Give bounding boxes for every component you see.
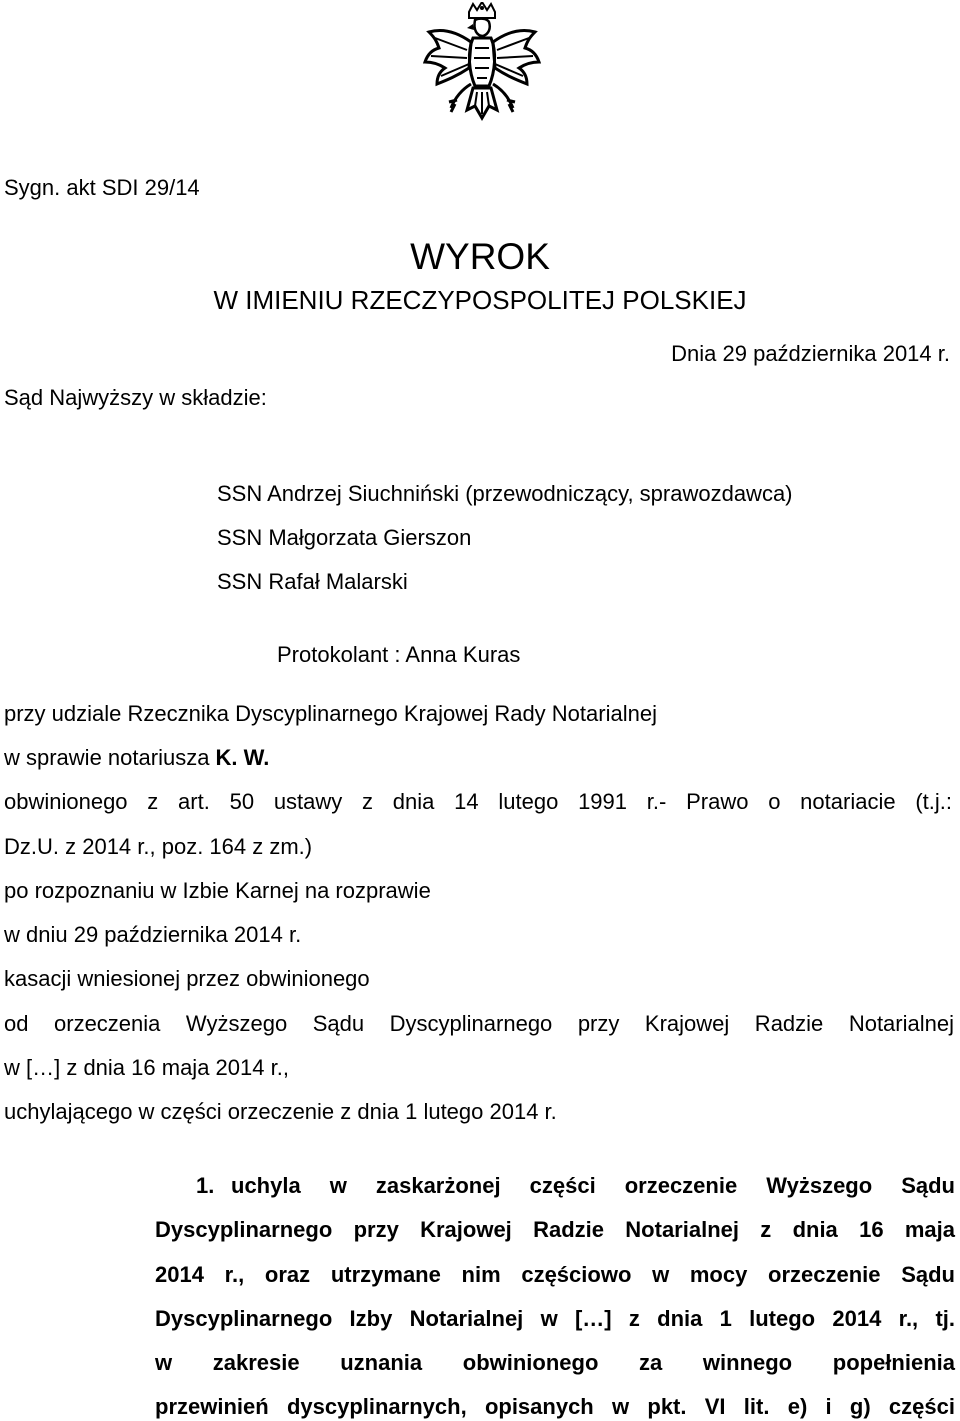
judge-presiding: SSN Andrzej Siuchniński (przewodniczący, sprawozdawca) — [217, 481, 793, 506]
ruling-number: 1. — [196, 1173, 215, 1198]
ruling-line-5: w zakresie uznania obwinionego za winnego popełnienia — [155, 1350, 955, 1375]
polish-eagle-emblem — [417, 2, 547, 130]
charged-line-2: Dz.U. z 2014 r., poz. 164 z zm.) — [4, 834, 313, 859]
hearing-line-2: w dniu 29 października 2014 r. — [4, 922, 302, 947]
ruling-line-4: Dyscyplinarnego Izby Notarialnej w […] z dnia 1 lutego 2014 r., tj. — [155, 1306, 955, 1331]
case-number: Sygn. akt SDI 29/14 — [4, 175, 200, 200]
matter-line — [4, 745, 269, 771]
appeal-line-2: od orzeczenia Wyższego Sądu Dyscyplinarnego przy Krajowej Radzie Notarialnej — [4, 1011, 954, 1036]
charged-line-1: obwinionego z art. 50 ustawy z dnia 14 lutego 1991 r.- Prawo o notariacie (t.j.: — [4, 789, 952, 814]
appeal-line-4: uchylającego w części orzeczenie z dnia 1 lutego 2014 r. — [4, 1099, 557, 1124]
document-subtitle: W IMIENIU RZECZYPOSPOLITEJ POLSKIEJ — [213, 285, 747, 315]
participation-line: przy udziale Rzecznika Dyscyplinarnego Krajowej Rady Notarialnej — [4, 701, 657, 726]
composition-label: Sąd Najwyższy w składzie: — [4, 385, 267, 410]
matter-prefix: w sprawie notariusza — [4, 745, 216, 770]
ruling-line-3: 2014 r., oraz utrzymane nim częściowo w mocy orzeczenie Sądu — [155, 1262, 955, 1287]
accused-name: K. W. — [215, 745, 270, 770]
ruling-line-2: Dyscyplinarnego przy Krajowej Radzie Notarialnej z dnia 16 maja — [155, 1217, 955, 1242]
ruling-line-1: uchyla w zaskarżonej części orzeczenie Wyższego Sądu — [231, 1173, 955, 1198]
judge-2: SSN Małgorzata Gierszon — [217, 525, 472, 550]
ruling-line-6: przewinień dyscyplinarnych, opisanych w pkt. VI lit. e) i g) części — [155, 1394, 955, 1419]
appeal-line-1: kasacji wniesionej przez obwinionego — [4, 966, 370, 991]
appeal-line-3: w […] z dnia 16 maja 2014 r., — [4, 1055, 289, 1080]
ruling-date: Dnia 29 października 2014 r. — [671, 341, 950, 366]
judge-3: SSN Rafał Malarski — [217, 569, 408, 594]
hearing-line-1: po rozpoznaniu w Izbie Karnej na rozprawie — [4, 878, 431, 903]
document-title: WYROK — [410, 236, 550, 277]
clerk: Protokolant : Anna Kuras — [277, 642, 521, 667]
